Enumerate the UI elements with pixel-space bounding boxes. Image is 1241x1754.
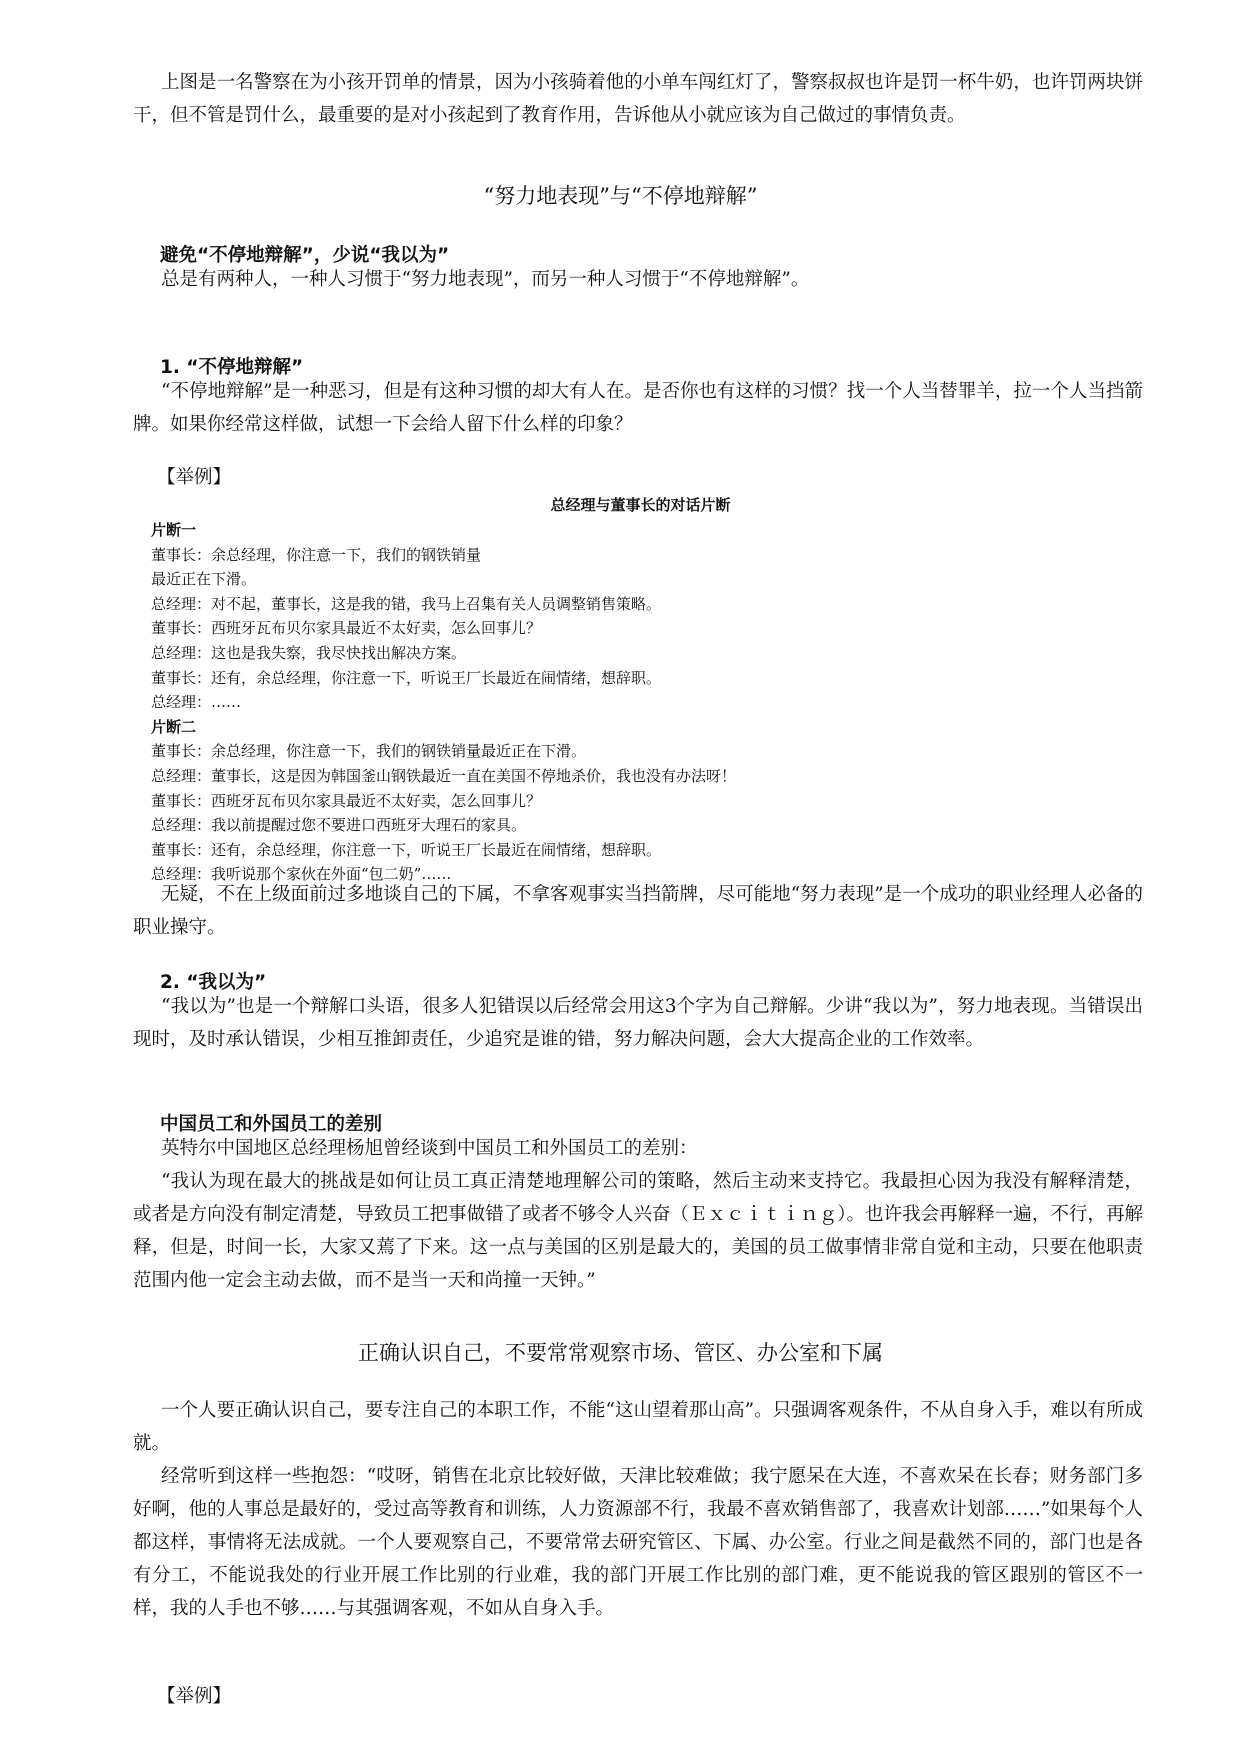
dialog-line: 总经理：我听说那个家伙在外面“包二奶”…… — [151, 865, 452, 884]
diff-heading: 中国员工和外国员工的差别 — [160, 1114, 383, 1135]
subheading-avoid-excuses: 避免“不停地辩解”，少说“我以为” — [160, 245, 450, 266]
dialog-line: 总经理：对不起，董事长，这是我的错，我马上召集有关人员调整销售策略。 — [151, 594, 662, 613]
dialog-line: 董事长：还有，余总经理，你注意一下，听说王厂长最近在闹情绪，想辞职。 — [151, 840, 662, 859]
section-title-1: “努力地表现”与“不停地辩解” — [483, 184, 758, 208]
point1-body: “不停地辩解”是一种恶习，但是有这种习惯的却大有人在。是否你也有这样的习惯？找一个人当替罪羊，拉一个人当挡箭牌。如果你经常这样做，试想一下会给人留下什么样的印象？ — [133, 381, 1143, 435]
diff-quote: “我认为现在最大的挑战是如何让员工真正清楚地理解公司的策略，然后主动来支持它。我最担心因为我没有解释清楚，或者是方向没有制定清楚，导致员工把事做错了或者不够令人兴奋（Ｅｘｃｉｔｉｎｇ）。也许我会再解释一遍，不行，再解释，但是，时间一长，大家又蔫了下来。这一点与美国的区别是最大的，美国的员工做事情非常自觉和主动，只要在他职责范围内他一定会主动去做，而不是当一天和尚撞一天钟。” — [133, 1171, 1143, 1291]
dialog-line: 总经理：董事长，这是因为韩国釜山钢铁最近一直在美国不停地杀价，我也没有办法呀！ — [151, 766, 737, 785]
fragment2-label: 片断二 — [151, 717, 197, 736]
section-title-2: 正确认识自己，不要常常观察市场、管区、办公室和下属 — [358, 1341, 883, 1365]
dialog-line: 董事长：余总经理，你注意一下，我们的钢铁销量 — [151, 545, 482, 564]
point2-heading: 2. “我以为” — [160, 972, 267, 993]
dialog-line: 总经理：…… — [151, 693, 242, 712]
dialog-line: 董事长：西班牙瓦布贝尔家具最近不太好卖，怎么回事儿？ — [151, 791, 542, 810]
diff-lead: 英特尔中国地区总经理杨旭曾经谈到中国员工和外国员工的差别： — [161, 1138, 698, 1159]
dialog-line: 总经理：我以前提醒过您不要进口西班牙大理石的家具。 — [151, 816, 527, 835]
fragment1-label: 片断一 — [151, 521, 197, 539]
intro-paragraph: 上图是一名警察在为小孩开罚单的情景，因为小孩骑着他的小单车闯红灯了，警察叔叔也许是罚一杯牛奶，也许罚两块饼干，但不管是罚什么，最重要的是对小孩起到了教育作用，告诉他从小就应该为自己做过的事情负责。 — [133, 72, 1143, 126]
example-label-2: 【举例】 — [157, 1686, 232, 1707]
dialog-line: 董事长：还有，余总经理，你注意一下，听说王厂长最近在闹情绪，想辞职。 — [151, 668, 662, 687]
point2-body: “我以为”也是一个辩解口头语，很多人犯错误以后经常会用这3个字为自己辩解。少讲“我以为”，努力地表现。当错误出现时，及时承认错误，少相互推卸责任，少追究是谁的错，努力解决问题，会大大提高企业的工作效率。 — [133, 996, 1143, 1050]
point1-heading: 1. “不停地辩解” — [160, 357, 304, 378]
dialog-block — [151, 518, 971, 887]
dialog-title: 总经理与董事长的对话片断 — [550, 496, 731, 514]
conclusion-paragraph: 无疑，不在上级面前过多地谈自己的下属，不拿客观事实当挡箭牌，尽可能地“努力表现”是一个成功的职业经理人必备的职业操守。 — [133, 884, 1143, 938]
dialog-line: 董事长：余总经理，你注意一下，我们的钢铁销量最近正在下滑。 — [151, 742, 587, 761]
dialog-line: 董事长：西班牙瓦布贝尔家具最近不太好卖，怎么回事儿？ — [151, 619, 542, 638]
dialog-line: 最近正在下滑。 — [151, 570, 257, 589]
section2-paragraph-2: 经常听到这样一些抱怨：“哎呀，销售在北京比较好做，天津比较难做；我宁愿呆在大连，不喜欢呆在长春；财务部门多好啊，他的人事总是最好的，受过高等教育和训练，人力资源部不行，我最不喜欢销售部了，我喜欢计划部……”如果每个人都这样，事情将无法成就。一个人要观察自己，不要常常去研究管区、下属、办公室。行业之间是截然不同的，部门也是各有分工，不能说我处的行业开展工作比别的行业难，我的部门开展工作比别的部门难，更不能说我的管区跟别的管区不一样，我的人手也不够……与其强调客观，不如从自身入手。 — [133, 1466, 1143, 1619]
lead-paragraph: 总是有两种人，一种人习惯于“努力地表现”，而另一种人习惯于“不停地辩解”。 — [161, 269, 810, 290]
section2-paragraph-1: 一个人要正确认识自己，要专注自己的本职工作，不能“这山望着那山高”。只强调客观条件，不从自身入手，难以有所成就。 — [133, 1400, 1143, 1454]
example-label-1: 【举例】 — [157, 467, 232, 488]
dialog-line: 总经理：这也是我失察，我尽快找出解决方案。 — [151, 643, 467, 662]
